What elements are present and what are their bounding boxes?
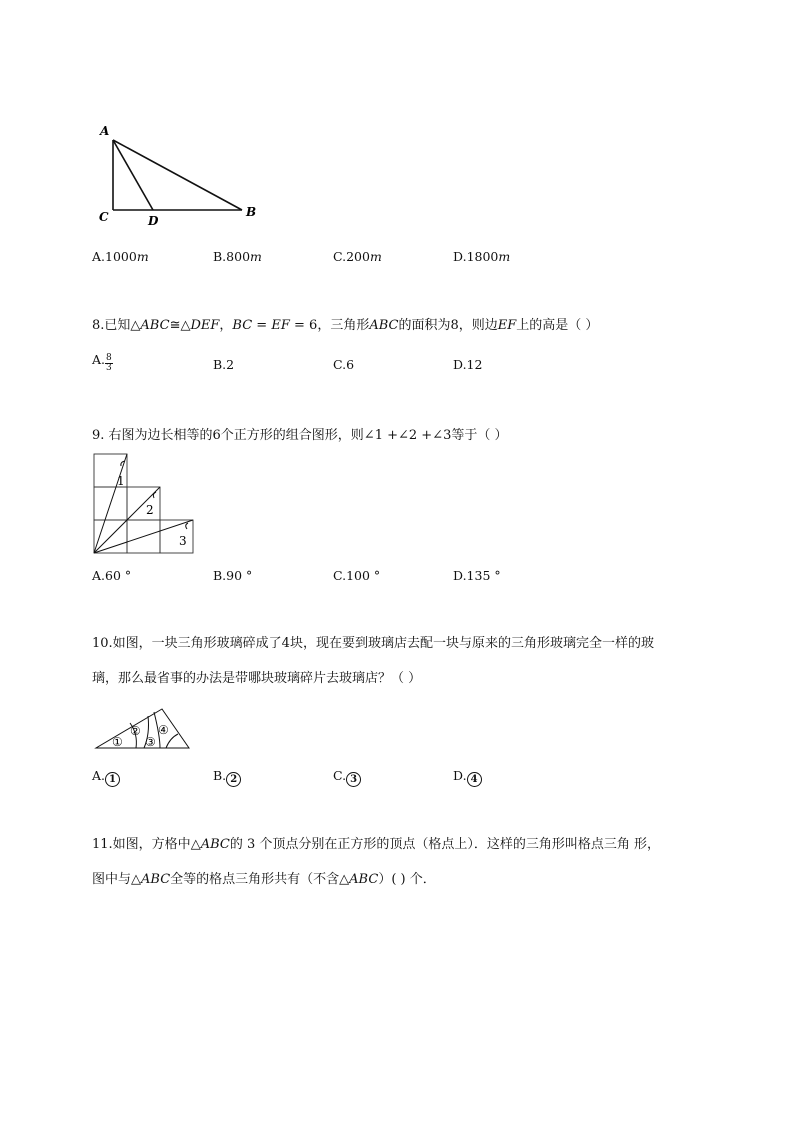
q8-option-c[interactable]: C.6 (333, 357, 355, 372)
q9-option-d[interactable]: D.135 ° (453, 568, 501, 583)
fraction: $\frac{8}{3}$ (106, 353, 112, 373)
q10-option-d[interactable]: D. 4 (453, 768, 482, 787)
q11-question-line-2: 图中与△ABC全等的格点三角形共有（不含△ABC）( ) 个． (92, 872, 436, 887)
circled-number: 3 (346, 772, 361, 787)
q10-question-line-1: 10.如图，一块三角形玻璃碎成了4块，现在要到玻璃店去配一块与原来的三角形玻璃完全一样的玻 (92, 636, 654, 651)
q9-question: 9. 右图为边长相等的6个正方形的组合图形，则∠1 +∠2 +∠3等于（ ） (92, 428, 508, 443)
label-b: B (246, 205, 257, 219)
squares-figure-q9 (92, 452, 198, 558)
label-d: D (148, 214, 159, 228)
triangle-figure-q7 (96, 118, 266, 230)
piece-label-3: ③ (145, 735, 156, 749)
q10-option-c[interactable]: C. 3 (333, 768, 361, 787)
circled-number: 2 (226, 772, 241, 787)
piece-label-2: ② (130, 724, 141, 738)
q7-option-b[interactable]: B.800m (213, 249, 262, 264)
q8-option-a[interactable]: A. $\frac{8}{3}$ (92, 352, 112, 373)
q10-option-b[interactable]: B. 2 (213, 768, 241, 787)
q11-question-line-1: 11.如图，方格中△ABC的 3 个顶点分别在正方形的顶点（格点上）．这样的三角形叫格点三角 形， (92, 837, 660, 852)
circled-number: 1 (105, 772, 120, 787)
q9-option-a[interactable]: A.60 ° (92, 568, 132, 583)
q10-option-a[interactable]: A. 1 (92, 768, 120, 787)
q9-option-c[interactable]: C.100 ° (333, 568, 381, 583)
label-a: A (100, 124, 110, 138)
q7-option-c[interactable]: C.200m (333, 249, 382, 264)
piece-label-1: ① (112, 735, 123, 749)
label-c: C (99, 210, 109, 224)
angle-label-1: 1 (117, 474, 125, 488)
q8-option-d[interactable]: D.12 (453, 357, 483, 372)
piece-label-4: ④ (158, 723, 169, 737)
q8-question: 8.已知△ABC≅△DEF，BC = EF = 6，三角形ABC的面积为8，则边EF上的高是（ ） (92, 318, 599, 333)
broken-glass-figure-q10 (92, 704, 194, 754)
angle-label-3: 3 (179, 534, 187, 548)
q10-question-line-2: 璃，那么最省事的办法是带哪块玻璃碎片去玻璃店？（ ） (92, 671, 422, 686)
q7-option-d[interactable]: D.1800m (453, 249, 511, 264)
q8-option-b[interactable]: B.2 (213, 357, 235, 372)
angle-label-2: 2 (146, 503, 154, 517)
q9-option-b[interactable]: B.90 ° (213, 568, 253, 583)
q7-option-a[interactable]: A.1000m (92, 249, 149, 264)
circled-number: 4 (467, 772, 482, 787)
